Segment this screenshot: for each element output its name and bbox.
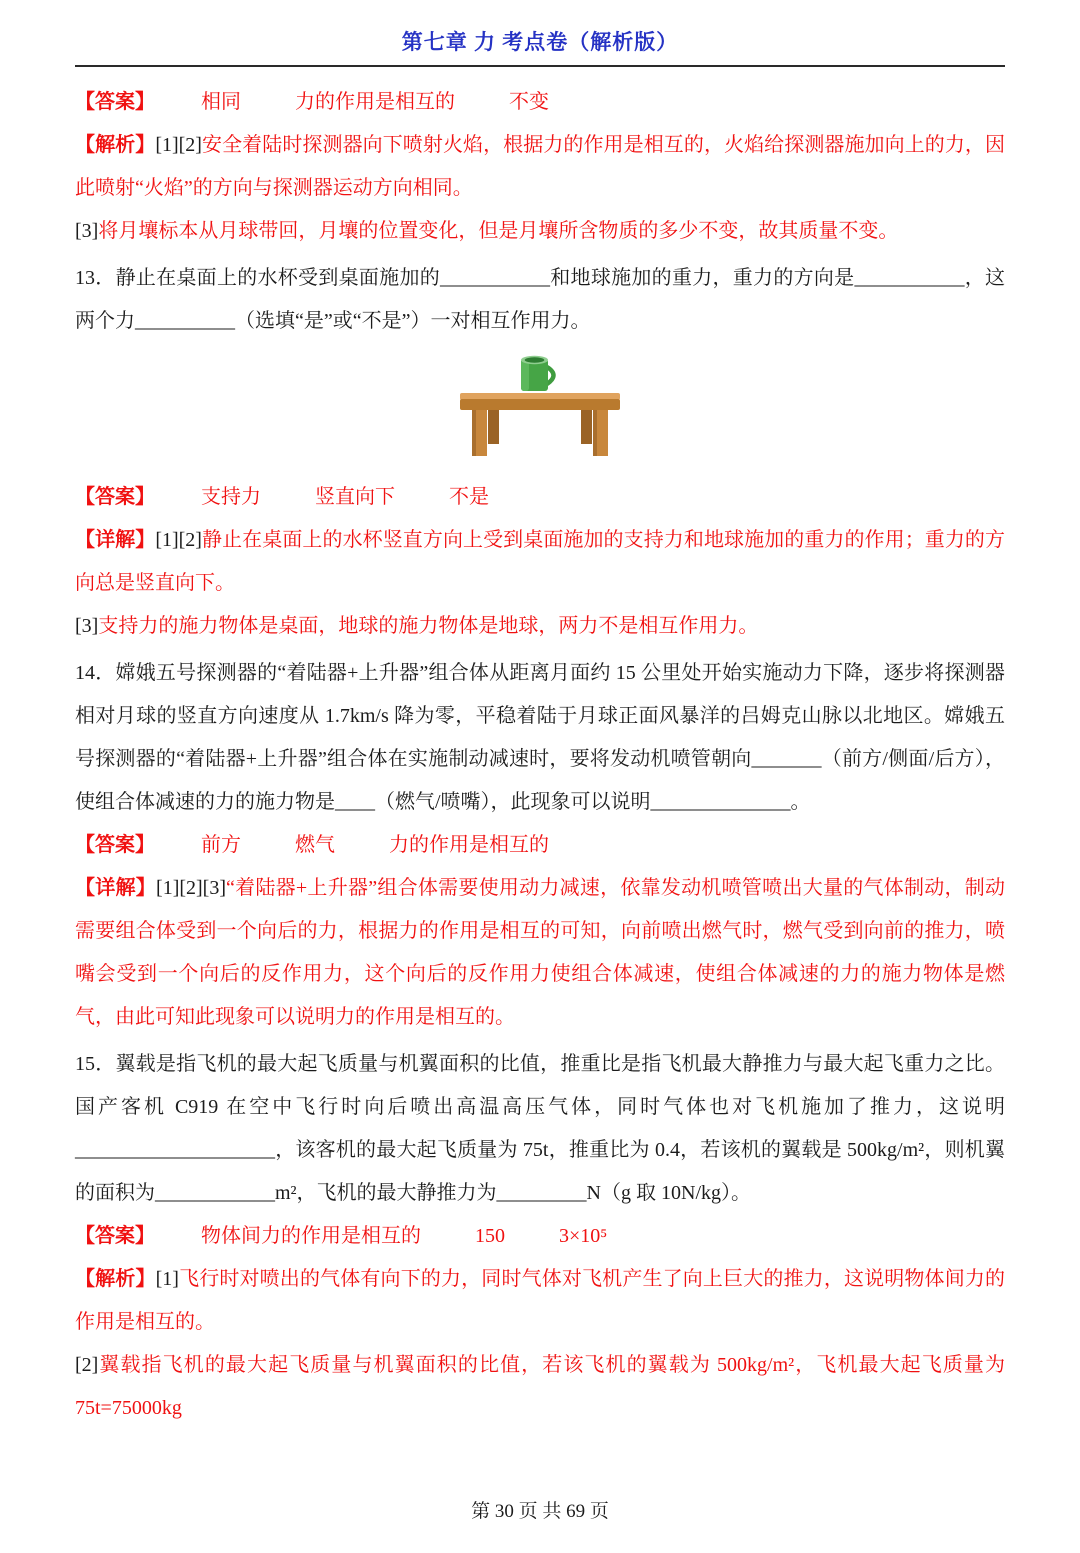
analysis-text: 支持力的施力物体是桌面，地球的施力物体是地球，两力不是相互作用力。: [98, 615, 759, 637]
q15-answer-line: [75, 1215, 1005, 1258]
analysis-label: 【详解】: [75, 529, 156, 551]
q12-answer-line: [75, 81, 1005, 124]
q15-analysis-paragraph: [75, 1344, 1005, 1430]
analysis-text: 翼载指飞机的最大起飞质量与机翼面积的比值，若该飞机的翼载为 500kg/m²，飞机最大起飞质量为 75t=75000kg: [75, 1354, 1005, 1419]
answer-item: 不是: [449, 486, 489, 508]
blank-ref: [3]: [75, 220, 99, 242]
blank-ref: [1][2]: [155, 529, 202, 551]
answer-item: 相同: [201, 91, 241, 113]
answer-item: 竖直向下: [315, 486, 395, 508]
q13-analysis-paragraph: [75, 519, 1005, 605]
page-number: 第 30 页 共 69 页: [471, 1501, 609, 1522]
answer-item: 支持力: [201, 486, 261, 508]
page-header: [75, 26, 1005, 67]
answer-label: 【答案】: [75, 1225, 155, 1247]
answer-item: 燃气: [295, 834, 335, 856]
table-cup-illustration: [455, 349, 625, 461]
question-text: 翼载是指飞机的最大起飞质量与机翼面积的比值，推重比是指飞机最大静推力与最大起飞重力之比。国产客机 C919 在空中飞行时向后喷出高温高压气体，同时气体也对飞机施加了推力，这说明____________________，该客机的最大起飞质量为 75t，推重比为 0.4，若该机的翼载是 500kg/m²，则机翼的面积为____________m²，飞机的最大静推力为_________N（g 取 10N/kg）。: [75, 1053, 1006, 1204]
analysis-text: 将月壤标本从月球带回，月壤的位置变化，但是月壤所含物质的多少不变，故其质量不变。: [98, 220, 899, 242]
answer-item: 力的作用是相互的: [295, 91, 455, 113]
answer-item: 力的作用是相互的: [389, 834, 549, 856]
q13-answer-line: [75, 476, 1005, 519]
answer-label: 【答案】: [75, 486, 155, 508]
q13-analysis-paragraph: [75, 605, 1005, 648]
answer-item: 3×10⁵: [559, 1225, 608, 1247]
analysis-text: “着陆器+上升器”组合体需要使用动力减速，依靠发动机喷管喷出大量的气体制动，制动需要组合体受到一个向后的力，根据力的作用是相互的可知，向前喷出燃气时，燃气受到向前的推力，喷嘴会受到一个向后的反作用力，这个向后的反作用力使组合体减速，使组合体减速的力的施力物体是燃气，由此可知此现象可以说明力的作用是相互的。: [75, 877, 1005, 1028]
page-footer: [0, 1496, 1080, 1523]
answer-item: 150: [475, 1225, 505, 1247]
q14-answer-line: [75, 824, 1005, 867]
answer-item: 不变: [509, 91, 549, 113]
analysis-label: 【解析】: [75, 134, 156, 156]
answer-label: 【答案】: [75, 834, 155, 856]
answer-item: 物体间力的作用是相互的: [201, 1225, 421, 1247]
cup-icon: [521, 356, 554, 391]
analysis-label: 【详解】: [75, 877, 157, 899]
document-content: [0, 67, 1080, 1430]
q12-analysis-paragraph: [75, 210, 1005, 253]
analysis-text: 飞行时对喷出的气体有向下的力，同时气体对飞机产生了向上巨大的推力，这说明物体间力的作用是相互的。: [75, 1268, 1006, 1333]
question-text: 嫦娥五号探测器的“着陆器+上升器”组合体从距离月面约 15 公里处开始实施动力下降，逐步将探测器相对月球的竖直方向速度从 1.7km/s 降为零，平稳着陆于月球正面风暴洋的吕姆克山脉以北地区。嫦娥五号探测器的“着陆器+上升器”组合体在实施制动减速时，要将发动机喷管朝向_______（前方/侧面/后方），使组合体减速的力的施力物是____（燃气/喷嘴），此现象可以说明______________。: [75, 662, 1005, 813]
analysis-label: 【解析】: [75, 1268, 156, 1290]
question-number: 13．: [75, 267, 116, 289]
blank-ref: [2]: [75, 1354, 99, 1376]
blank-ref: [1]: [155, 1268, 179, 1290]
page-title: 第七章 力 考点卷（解析版）: [401, 30, 679, 54]
analysis-text: 静止在桌面上的水杯竖直方向上受到桌面施加的支持力和地球施加的重力的作用；重力的方向总是竖直向下。: [75, 529, 1006, 594]
question-13: [75, 257, 1005, 343]
analysis-text: 安全着陆时探测器向下喷射火焰，根据力的作用是相互的，火焰给探测器施加向上的力，因此喷射“火焰”的方向与探测器运动方向相同。: [75, 134, 1006, 199]
question-14: [75, 652, 1005, 824]
q14-analysis-paragraph: [75, 867, 1005, 1039]
q12-analysis-paragraph: [75, 124, 1005, 210]
table-icon: [460, 393, 620, 456]
blank-ref: [1][2][3]: [156, 877, 226, 899]
answer-label: 【答案】: [75, 91, 155, 113]
q13-figure: [75, 343, 1005, 476]
question-15: [75, 1043, 1005, 1215]
question-text: 静止在桌面上的水杯受到桌面施加的___________和地球施加的重力，重力的方向是___________，这两个力__________（选填“是”或“不是”）一对相互作用力。: [75, 267, 1006, 332]
blank-ref: [3]: [75, 615, 99, 637]
question-number: 15．: [75, 1053, 116, 1075]
question-number: 14．: [75, 662, 116, 684]
blank-ref: [1][2]: [155, 134, 202, 156]
answer-item: 前方: [201, 834, 241, 856]
q15-analysis-paragraph: [75, 1258, 1005, 1344]
